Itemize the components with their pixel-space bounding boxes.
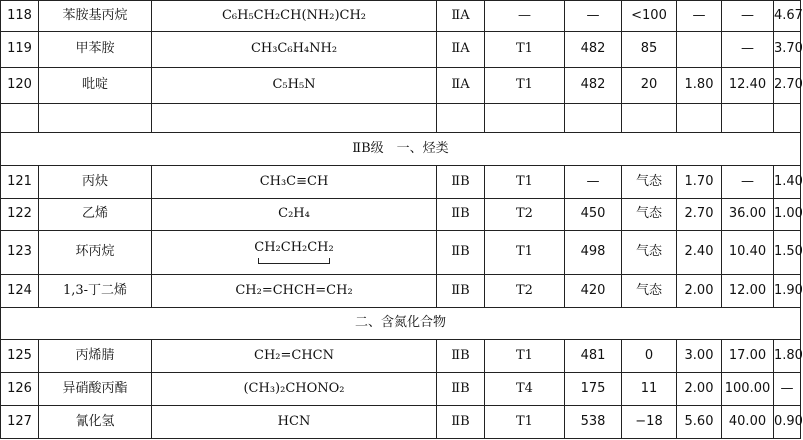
upper-explosive-limit: 12.00 <box>722 275 774 308</box>
table-row <box>1 231 801 275</box>
chemical-formula: C₂H₄ <box>152 199 437 231</box>
gas-class: ⅡB <box>437 275 485 308</box>
row-number: 119 <box>1 32 39 68</box>
substance-name: 1,3-丁二烯 <box>39 275 152 308</box>
temp-group: T4 <box>485 373 565 406</box>
section-heading: 二、含氮化合物 <box>1 308 801 340</box>
temp-group: T2 <box>485 275 565 308</box>
empty-cell <box>565 104 622 133</box>
flash-point: 85 <box>622 32 677 68</box>
lower-explosive-limit: — <box>677 1 722 32</box>
substance-name: 乙烯 <box>39 199 152 231</box>
section-row <box>1 308 801 340</box>
flash-point: 气态 <box>622 166 677 199</box>
chemical-formula: C₅H₅N <box>152 68 437 104</box>
table-row <box>1 68 801 104</box>
flash-point: −18 <box>622 406 677 439</box>
mic-ratio: 4.67 <box>774 1 801 32</box>
empty-cell <box>485 104 565 133</box>
table-row <box>1 166 801 199</box>
lower-explosive-limit: 2.00 <box>677 275 722 308</box>
row-number: 127 <box>1 406 39 439</box>
flash-point: 气态 <box>622 231 677 275</box>
chemical-formula-cell <box>152 231 437 275</box>
upper-explosive-limit: 36.00 <box>722 199 774 231</box>
row-number: 121 <box>1 166 39 199</box>
chemical-formula: CH₂=CHCN <box>152 340 437 373</box>
lower-explosive-limit: 1.70 <box>677 166 722 199</box>
empty-cell <box>774 104 801 133</box>
flash-point: 0 <box>622 340 677 373</box>
row-number: 120 <box>1 68 39 104</box>
mic-ratio: 1.40 <box>774 166 801 199</box>
lower-explosive-limit: 3.00 <box>677 340 722 373</box>
table-row <box>1 199 801 231</box>
table-row <box>1 340 801 373</box>
empty-cell <box>677 104 722 133</box>
lower-explosive-limit: 5.60 <box>677 406 722 439</box>
temp-group: T1 <box>485 340 565 373</box>
mic-ratio: 1.80 <box>774 340 801 373</box>
row-number: 118 <box>1 1 39 32</box>
table-row <box>1 275 801 308</box>
lower-explosive-limit <box>677 32 722 68</box>
mic-ratio: 1.00 <box>774 199 801 231</box>
empty-cell <box>39 104 152 133</box>
upper-explosive-limit: — <box>722 166 774 199</box>
ignition-temperature: 498 <box>565 231 622 275</box>
temp-group: T1 <box>485 32 565 68</box>
row-number: 126 <box>1 373 39 406</box>
ignition-temperature: — <box>565 166 622 199</box>
upper-explosive-limit: — <box>722 1 774 32</box>
upper-explosive-limit: 10.40 <box>722 231 774 275</box>
lower-explosive-limit: 1.80 <box>677 68 722 104</box>
gas-class: ⅡA <box>437 32 485 68</box>
section-row <box>1 133 801 166</box>
ignition-temperature: 481 <box>565 340 622 373</box>
empty-cell <box>437 104 485 133</box>
row-number: 124 <box>1 275 39 308</box>
empty-cell <box>722 104 774 133</box>
table-row <box>1 1 801 32</box>
temp-group: T1 <box>485 68 565 104</box>
row-number: 122 <box>1 199 39 231</box>
empty-cell <box>152 104 437 133</box>
section-heading: ⅡB级 一、烃类 <box>1 133 801 166</box>
ignition-temperature: — <box>565 1 622 32</box>
ignition-temperature: 482 <box>565 32 622 68</box>
mic-ratio: 2.70 <box>774 68 801 104</box>
table-row <box>1 373 801 406</box>
chemical-formula: HCN <box>152 406 437 439</box>
substance-name: 丙炔 <box>39 166 152 199</box>
substance-name: 环丙烷 <box>39 231 152 275</box>
table-row <box>1 32 801 68</box>
temp-group: T2 <box>485 199 565 231</box>
empty-cell <box>1 104 39 133</box>
table-row <box>1 406 801 439</box>
gas-class: ⅡB <box>437 166 485 199</box>
upper-explosive-limit: 17.00 <box>722 340 774 373</box>
row-number: 125 <box>1 340 39 373</box>
chemical-formula: CH₃C≡CH <box>152 166 437 199</box>
ignition-temperature: 538 <box>565 406 622 439</box>
mic-ratio: 1.50 <box>774 231 801 275</box>
gas-class: ⅡA <box>437 68 485 104</box>
temp-group: — <box>485 1 565 32</box>
upper-explosive-limit: 12.40 <box>722 68 774 104</box>
flash-point: 20 <box>622 68 677 104</box>
gas-class: ⅡA <box>437 1 485 32</box>
gas-class: ⅡB <box>437 373 485 406</box>
lower-explosive-limit: 2.40 <box>677 231 722 275</box>
mic-ratio: 3.70 <box>774 32 801 68</box>
ring-bond-bracket <box>258 258 330 264</box>
substance-name: 氰化氢 <box>39 406 152 439</box>
gas-class: ⅡB <box>437 199 485 231</box>
empty-cell <box>622 104 677 133</box>
substance-name: 丙烯腈 <box>39 340 152 373</box>
chemical-formula: CH₃C₆H₄NH₂ <box>152 32 437 68</box>
gas-class: ⅡB <box>437 231 485 275</box>
ignition-temperature: 450 <box>565 199 622 231</box>
ignition-temperature: 420 <box>565 275 622 308</box>
flash-point: 气态 <box>622 199 677 231</box>
substance-name: 苯胺基丙烷 <box>39 1 152 32</box>
row-number: 123 <box>1 231 39 275</box>
flash-point: 气态 <box>622 275 677 308</box>
upper-explosive-limit: 100.00 <box>722 373 774 406</box>
chemical-formula: (CH₃)₂CHONO₂ <box>152 373 437 406</box>
temp-group: T1 <box>485 166 565 199</box>
upper-explosive-limit: — <box>722 32 774 68</box>
substance-name: 异硝酸丙酯 <box>39 373 152 406</box>
flash-point: <100 <box>622 1 677 32</box>
substance-name: 甲苯胺 <box>39 32 152 68</box>
mic-ratio: 1.90 <box>774 275 801 308</box>
temp-group: T1 <box>485 231 565 275</box>
chemical-formula: CH₂=CHCH=CH₂ <box>152 275 437 308</box>
chemical-formula: C₆H₅CH₂CH(NH₂)CH₂ <box>152 1 437 32</box>
gas-class: ⅡB <box>437 406 485 439</box>
mic-ratio: 0.90 <box>774 406 801 439</box>
ignition-temperature: 175 <box>565 373 622 406</box>
flash-point: 11 <box>622 373 677 406</box>
empty-row <box>1 104 801 133</box>
ignition-temperature: 482 <box>565 68 622 104</box>
temp-group: T1 <box>485 406 565 439</box>
substance-name: 吡啶 <box>39 68 152 104</box>
ring-formula <box>254 241 334 263</box>
chemical-formula: CH₂CH₂CH₂ <box>254 240 334 256</box>
gas-class: ⅡB <box>437 340 485 373</box>
lower-explosive-limit: 2.70 <box>677 199 722 231</box>
upper-explosive-limit: 40.00 <box>722 406 774 439</box>
mic-ratio: — <box>774 373 801 406</box>
lower-explosive-limit: 2.00 <box>677 373 722 406</box>
